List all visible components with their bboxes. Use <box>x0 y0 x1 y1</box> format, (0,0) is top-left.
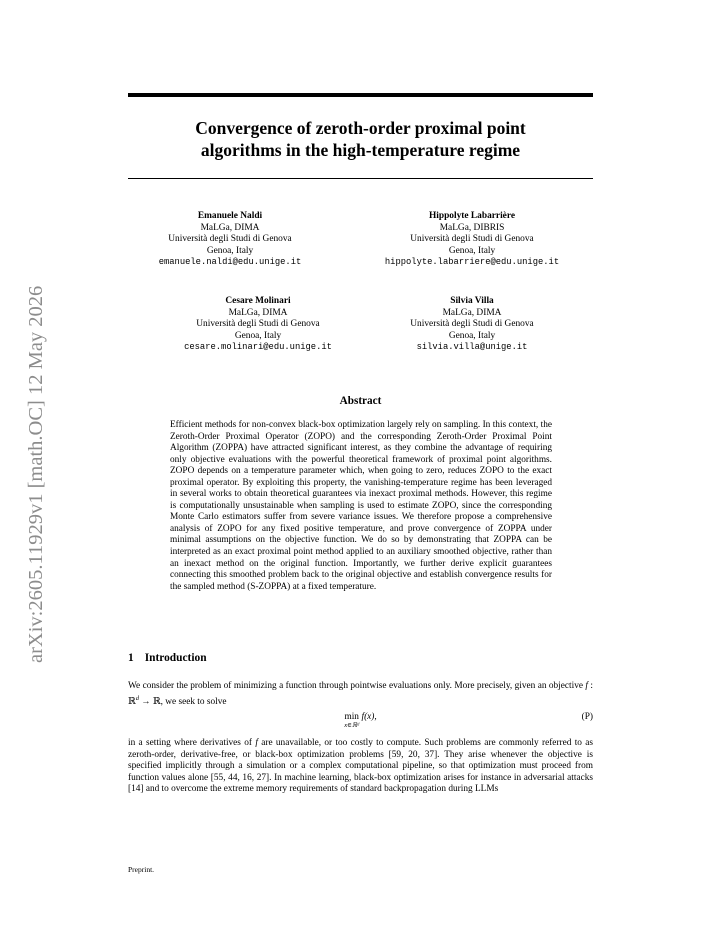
equation-p <box>128 712 593 734</box>
abstract-heading: Abstract <box>339 395 382 407</box>
author-name: Emanuele Naldi <box>197 211 263 221</box>
math-map: : ℝ <box>128 681 593 707</box>
author-block <box>352 211 592 269</box>
math-d: d <box>135 694 139 702</box>
author-block <box>120 211 340 269</box>
author-email[interactable]: cesare.molinari@edu.unige.it <box>184 342 332 353</box>
para-text: in a setting where derivatives of <box>128 738 256 748</box>
min-op: min <box>344 712 359 722</box>
intro-paragraph <box>128 681 593 708</box>
author-location: Genoa, Italy <box>448 245 496 256</box>
author-name: Hippolyte Labarrière <box>428 211 515 221</box>
author-affiliation: MaLGa, DIBRIS <box>439 222 505 233</box>
author-block <box>148 296 368 354</box>
title-bottom-rule <box>128 178 593 179</box>
arxiv-stamp-text: arXiv:2605.11929v1 [math.OC] 12 May 2026 <box>25 285 47 663</box>
author-location: Genoa, Italy <box>206 245 254 256</box>
author-location: Genoa, Italy <box>448 330 496 341</box>
author-email[interactable]: silvia.villa@unige.it <box>416 342 528 353</box>
intro-paragraph <box>128 738 593 796</box>
title-line: Convergence of zeroth-order proximal point <box>195 118 526 138</box>
author-affiliation: MaLGa, DIMA <box>442 307 502 318</box>
author-email[interactable]: hippolyte.labarriere@edu.unige.it <box>384 257 560 268</box>
author-block <box>362 296 582 354</box>
equation-body: f(x), <box>361 712 377 722</box>
author-name: Cesare Molinari <box>225 296 291 306</box>
author-name: Silvia Villa <box>450 296 494 306</box>
section-title: Introduction <box>144 652 207 664</box>
author-university: Università degli Studi di Genova <box>168 234 292 245</box>
math-f: f <box>585 681 588 691</box>
author-email[interactable]: emanuele.naldi@edu.unige.it <box>158 257 302 268</box>
footer-preprint: Preprint. <box>128 865 155 874</box>
min-operator <box>344 712 359 730</box>
para-text: → ℝ, we seek to solve <box>138 696 227 707</box>
math-f: f <box>255 738 258 748</box>
title-line: algorithms in the high-temperature regime <box>200 140 521 160</box>
para-text: We consider the problem of minimizing a function through pointwise evaluations only. More precisely, given an objective <box>128 681 586 691</box>
author-university: Università degli Studi di Genova <box>196 319 320 330</box>
equation-label: (P) <box>581 712 593 722</box>
paper-title <box>128 117 593 161</box>
author-university: Università degli Studi di Genova <box>410 319 534 330</box>
arxiv-side-stamp <box>8 245 56 665</box>
section-number: 1 <box>128 652 134 664</box>
author-affiliation: MaLGa, DIMA <box>228 307 288 318</box>
para-text: are unavailable, or too costly to compute. Such problems are commonly referred to as zeroth-order, derivative-free, or black-box optimization problems [59, 20, 37]. They arise whenever the objective is specified implicitly through a simulation or a complex computational pipeline, so that optimization must proceed from function values alone [55, 44, 16, 27]. In machine learning, black-box optimization arises for instance in adversarial attacks [14] and to overcome the extreme memory requirements of standard backpropagation during LLMs <box>128 738 593 795</box>
author-location: Genoa, Italy <box>234 330 282 341</box>
abstract-text: Efficient methods for non-convex black-box optimization largely rely on sampling. In this context, the Zeroth-Order Proximal Operator (ZOPO) and the corresponding Zeroth-Order Proximal Point Algorithm (ZOPPA) have attracted significant interest, as they combine the advantage of requiring only objective evaluations with the powerful theoretical framework of proximal point algorithms. ZOPO depends on a temperature parameter which, when going to zero, reduces ZOPO to the exact proximal operator. By exploiting this property, the vanishing-temperature regime has been leveraged in several works to obtain theoretical guarantees via inexact proximal methods. However, this regime is computationally unsustainable when sampling is used to estimate ZOPO, since the corresponding Monte Carlo estimators suffer from severe variance issues. We therefore propose a comprehensive analysis of ZOPO for any fixed positive temperature, and prove convergence of ZOPPA under minimal assumptions on the objective function. We do so by demonstrating that ZOPPA can be interpreted as an exact proximal point method applied to an auxiliary smoothed objective, rather than an inexact method on the original function. Importantly, we further derive explicit guarantees connecting this smoothed problem back to the original objective and establish convergence results for the sampled method (S-ZOPPA) at a fixed temperature. <box>170 420 552 592</box>
author-university: Università degli Studi di Genova <box>410 234 534 245</box>
author-affiliation: MaLGa, DIMA <box>200 222 260 233</box>
section-heading <box>128 652 207 664</box>
title-top-rule <box>128 93 593 97</box>
min-subscript: x∈ℝᵈ <box>344 722 360 729</box>
